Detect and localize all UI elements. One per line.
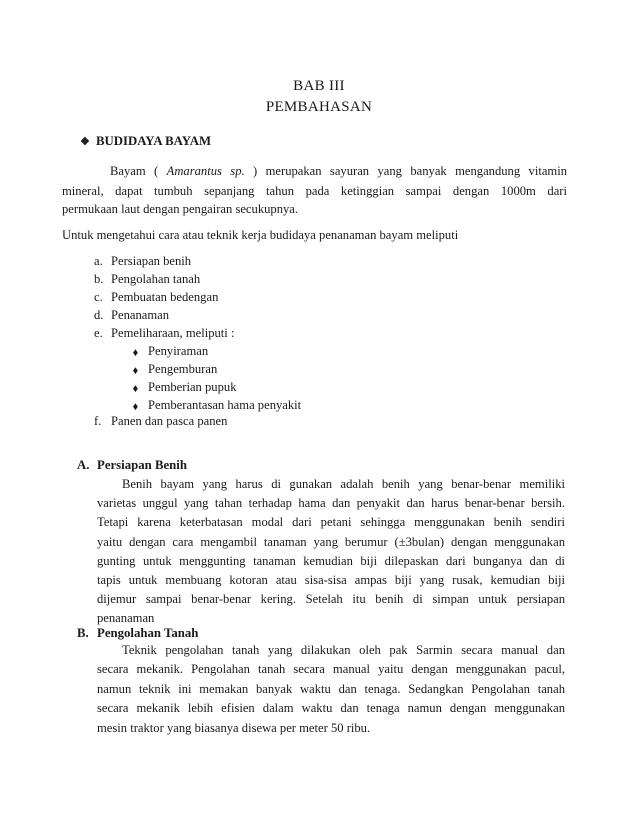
lead-sentence: Untuk mengetahui cara atau teknik kerja budidaya penanaman bayam meliputi (62, 228, 459, 242)
chapter-number: BAB III (293, 78, 345, 94)
bullet-icon: ◆ (133, 383, 138, 393)
body-line: tapis untuk membuang kotoran atau sisa-sisa ampas biji yang rusak, kemudian biji (97, 573, 565, 587)
bullet-icon: ◆ (133, 347, 138, 357)
body-line: varietas unggul yang tahan terhadap hama dan penyakit dan harus benar-benar bersih. (97, 496, 565, 511)
intro-line-2: mineral, dapat tumbuh sepanjang tahun pada ketinggian sampai dengan 1000m dari (62, 184, 567, 198)
body-line: secara mekanik. Pengolahan tanah secara manual yaitu dengan menggunakan pacul, (97, 662, 565, 677)
sub-list-item-label: Penyiraman (148, 344, 209, 358)
body-line: namun teknik ini memakan banyak waktu dan tenaga. Sedangkan Pengolahan tanah (97, 681, 565, 696)
body-line: yaitu dengan cara mengambil tanaman yang berumur (±3bulan) dengan menggunakan (97, 534, 565, 549)
body-line: dijemur sampai benar-benar kering. Setelah itu benih di simpan untuk persiapan (97, 592, 565, 607)
list-item-label: Persiapan benih (111, 254, 192, 268)
body-line-last: mesin traktor yang biasanya disewa per meter 50 ribu. (97, 720, 371, 735)
body-line: Tetapi karena keterbatasan modal dari petani sehingga menggunakan benih sendiri (97, 515, 565, 530)
list-item-label: Pemeliharaan, meliputi : (111, 326, 235, 340)
list-marker: d. (94, 308, 104, 322)
section-heading (80, 134, 212, 149)
list-item-label: Penanaman (111, 308, 170, 322)
body-line-last: penanaman (97, 611, 155, 626)
section-title: BUDIDAYA BAYAM (96, 134, 212, 148)
sub-list-item-label: Pengemburan (148, 362, 218, 376)
intro-line-3: permukaan laut dengan pengairan secukupnya. (62, 202, 299, 216)
sub-list-item-label: Pemberantasan hama penyakit (148, 398, 302, 412)
list-marker: a. (94, 254, 103, 268)
body-line: Teknik pengolahan tanah yang dilakukan oleh pak Sarmin secara manual dan (122, 643, 565, 657)
sub-list-item-label: Pemberian pupuk (148, 380, 237, 394)
list-marker: c. (94, 290, 103, 304)
list-marker: b. (94, 272, 104, 286)
intro-line-1: Bayam ( Amarantus sp. ) merupakan sayuran yang banyak mengandung vitamin (110, 164, 567, 178)
section-b-title: Pengolahan Tanah (97, 626, 199, 640)
body-line: Benih bayam yang harus di gunakan adalah benih yang benar-benar memiliki (122, 477, 565, 491)
section-b-marker: B. (77, 626, 89, 640)
list-item-f-label: Panen dan pasca panen (111, 414, 228, 428)
list-item-label: Pengolahan tanah (111, 272, 201, 286)
list-marker: e. (94, 326, 103, 340)
list-item-f (94, 414, 101, 429)
section-a-marker: A. (77, 458, 90, 472)
list-item-label: Pembuatan bedengan (111, 290, 219, 304)
list-marker: f. (94, 414, 102, 428)
scientific-name: Amarantus sp. (166, 164, 245, 178)
body-line: secara mekanik lebih efisien dalam waktu dan tenaga namun dengan menggunakan (97, 701, 565, 716)
diamond-bullet-icon: ❖ (80, 136, 90, 148)
body-line: gunting untuk menggunting tanaman kemudian biji dilepaskan dari bunganya dan di (97, 553, 565, 568)
bullet-icon: ◆ (133, 401, 138, 411)
chapter-title: PEMBAHASAN (265, 99, 373, 115)
section-a-title: Persiapan Benih (97, 458, 187, 472)
bullet-icon: ◆ (133, 365, 138, 375)
